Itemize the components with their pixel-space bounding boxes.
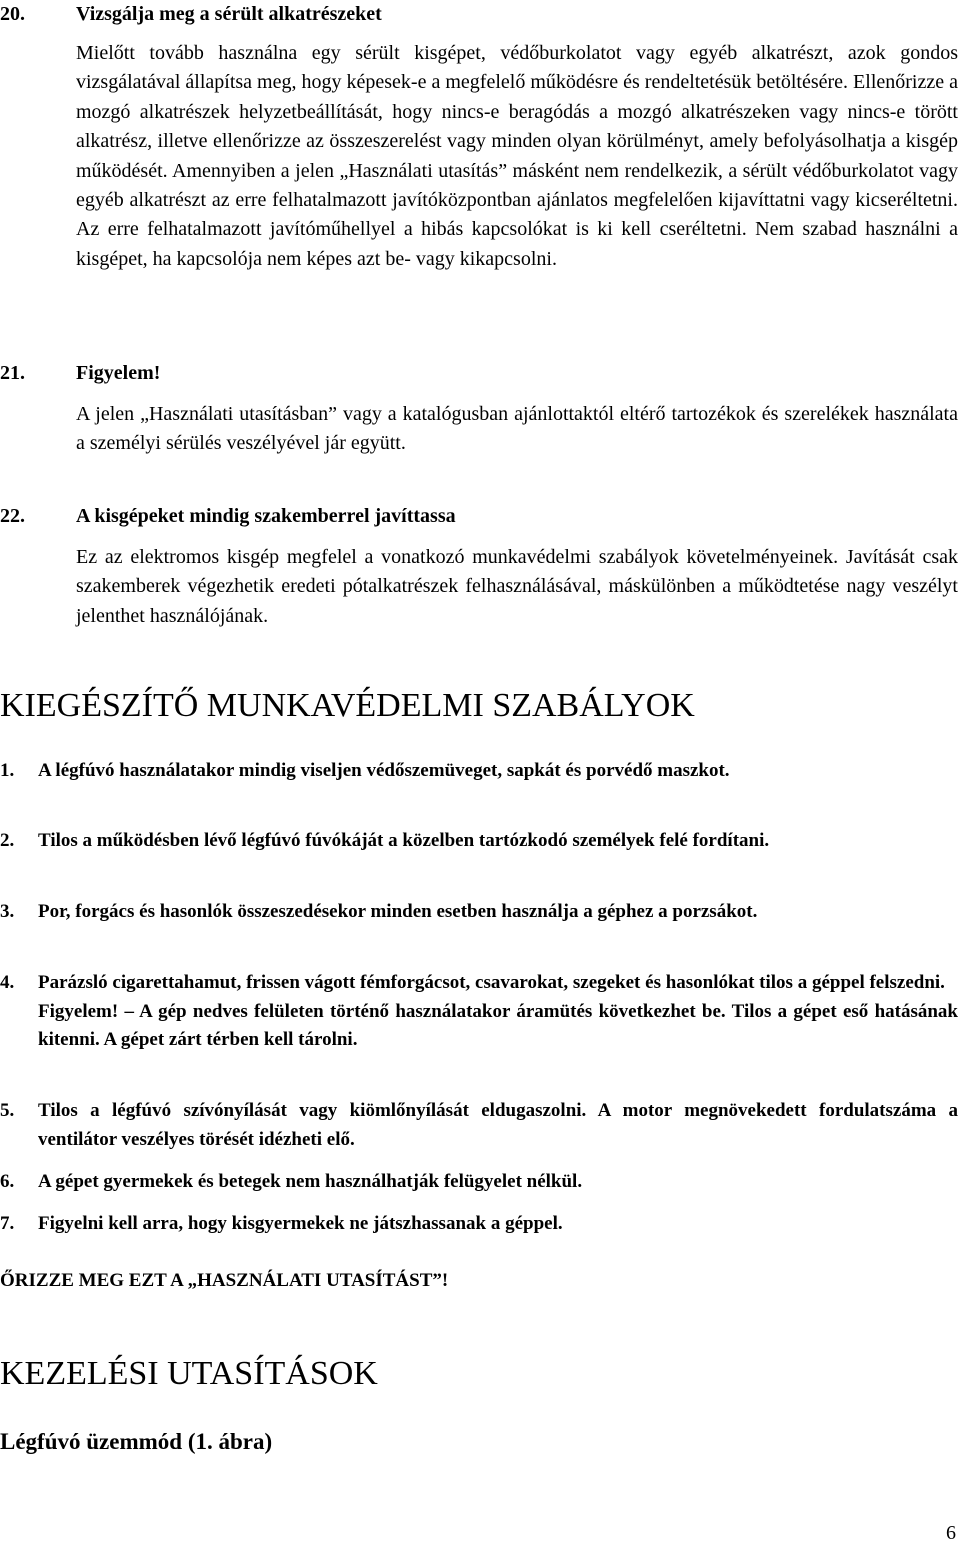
rule-warning: Figyelem! – A gép nedves felületen történő használatakor áramütés következhet be. Tilos a gépet eső hatásának kitenni. A gépet zárt térben kell tárolni.	[38, 1000, 958, 1051]
section-title: Vizsgálja meg a sérült alkatrészeket	[76, 3, 382, 25]
rule-number: 5.	[0, 1100, 15, 1121]
rule-number: 4.	[0, 972, 15, 993]
section-number: 20.	[0, 3, 25, 25]
rule-number: 7.	[0, 1213, 15, 1234]
rule-number: 6.	[0, 1171, 15, 1192]
operating-subheading: Légfúvó üzemmód (1. ábra)	[0, 1429, 273, 1454]
section-text: Mielőtt tovább használna egy sérült kisgépet, védőburkolatot vagy egyéb alkatrészt, azok gondos vizsgálatával állapítsa meg, hogy képesek-e a megfelelő működésre és rendeltetésük betöltésére. Ellenőrizze a mozgó alkatrészek helyzetbeállítását, hogy nincs-e beragódás a mozgó alkatrészeken vagy nincs-e törött alkatrész, illetve ellenőrizze az összeszerelést vagy minden olyan körülményt, amely befolyásolhatja a kisgép működését. Amennyiben a jelen „Használati utasítás” másként nem rendelkezik, a sérült védőburkolatot vagy egyéb alkatrészt az erre felhatalmazott javítóközpontban ajánlatos megfelelően kijavíttatni vagy kicseréltetni. Az erre felhatalmazott javítóműhellyel a hibás kapcsolókat is ki kell cseréltetni. Nem szabad használni a kisgépet, ha kapcsolója nem képes azt be- vagy kikapcsolni.	[76, 42, 958, 270]
section-text: A jelen „Használati utasításban” vagy a katalógusban ajánlottaktól eltérő tartozékok és szerelékek használata a személyi sérülés veszélyével jár együtt.	[76, 403, 958, 455]
rule-text: Tilos a működésben lévő légfúvó fúvókáját a közelben tartózkodó személyek felé fordítani.	[38, 830, 770, 851]
rule-text: Parázsló cigarettahamut, frissen vágott fémforgácsot, csavarokat, szegeket és hasonlókat tilos a géppel felszedni.	[38, 972, 945, 993]
rule-number: 2.	[0, 830, 15, 851]
section-text: Ez az elektromos kisgép megfelel a vonatkozó munkavédelmi szabályok követelményeinek. Javítását csak szakemberek végezhetik eredeti pótalkatrészek felhasználásával, máskülönben a működtetése nagy veszélyt jelenthet használójának.	[76, 546, 958, 627]
section-title: Figyelem!	[76, 362, 161, 384]
rule-text: A légfúvó használatakor mindig viseljen védőszemüveget, sapkát és porvédő maszkot.	[38, 760, 730, 781]
section-title: A kisgépeket mindig szakemberrel javíttassa	[76, 505, 456, 527]
section-number: 21.	[0, 362, 25, 384]
rule-body	[38, 969, 958, 1055]
rule-number: 3.	[0, 901, 15, 922]
rule-text: Figyelni kell arra, hogy kisgyermekek ne játszhassanak a géppel.	[38, 1213, 563, 1234]
section-number: 22.	[0, 505, 25, 527]
page-number: 6	[946, 1522, 956, 1544]
rule-number: 1.	[0, 760, 15, 781]
rule-text: A gépet gyermekek és betegek nem használhatják felügyelet nélkül.	[38, 1171, 583, 1192]
rule-text: Tilos a légfúvó szívónyílását vagy kiömlőnyílását eldugaszolni. A motor megnövekedett fordulatszáma a ventilátor veszélyes törését idézheti elő.	[38, 1100, 958, 1150]
keep-notice: ŐRIZZE MEG EZT A „HASZNÁLATI UTASÍTÁST”!	[0, 1270, 449, 1291]
extra-rules-heading: KIEGÉSZÍTŐ MUNKAVÉDELMI SZABÁLYOK	[0, 687, 695, 724]
rule-text: Por, forgács és hasonlók összeszedésekor minden esetben használja a géphez a porzsákot.	[38, 901, 758, 922]
operating-heading: KEZELÉSI UTASÍTÁSOK	[0, 1355, 378, 1392]
